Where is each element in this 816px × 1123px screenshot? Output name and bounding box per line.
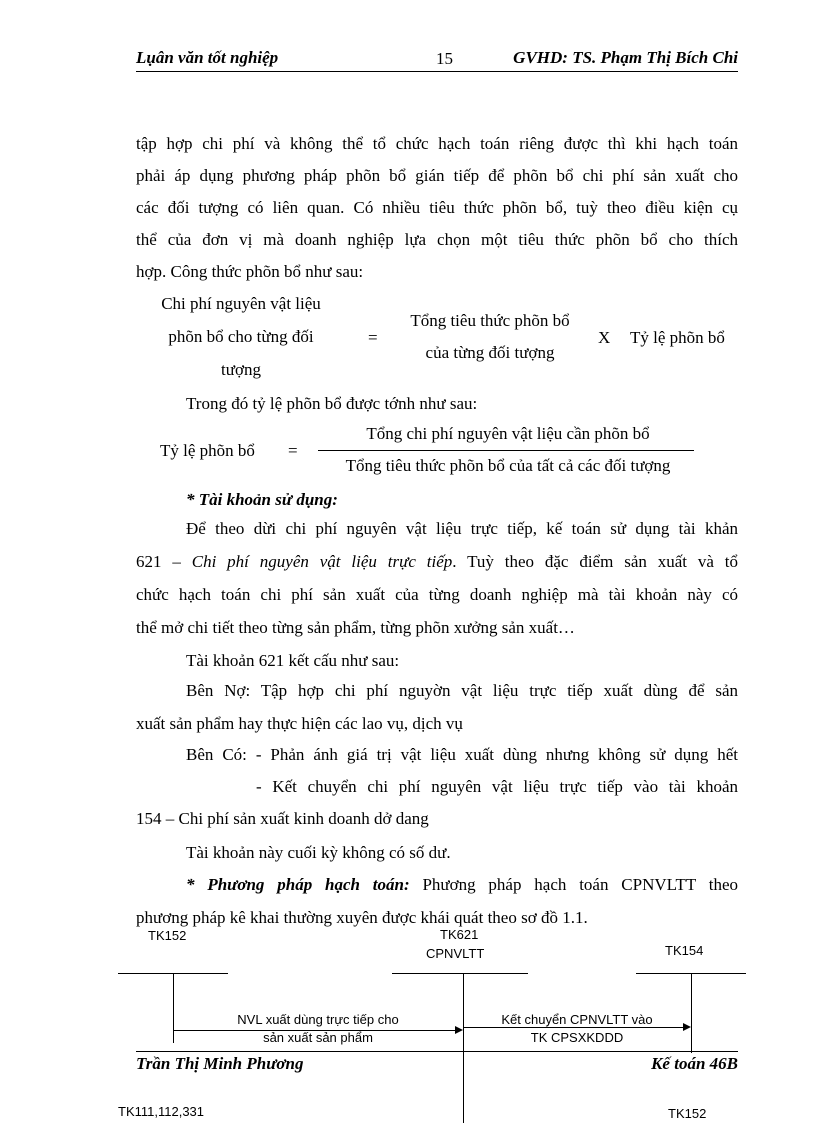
formula1-times: X: [598, 328, 611, 347]
arrow2-shaft: [463, 1027, 683, 1028]
paragraph1-line4: thể của đơn vị mà doanh nghiệp lựa chọn một tiêu thức phõn bổ cho thích: [136, 230, 738, 249]
tk621-top-rule: [392, 973, 528, 974]
tk154-axis: [691, 973, 692, 1053]
footer-author: Trần Thị Minh Phương: [136, 1054, 304, 1073]
arrow1-label-line1: NVL xuất dùng trực tiếp cho: [237, 1012, 399, 1027]
arrow2-label-line2: TK CPSXKDDD: [530, 1030, 624, 1045]
tk621-name: CPNVLTT: [426, 946, 485, 961]
formula1-equals: =: [368, 328, 378, 347]
paragraph1-line3: các đối tượng có liên quan. Có nhiều tiêu thức phõn bổ, tuỳ theo điều kiện cụ: [136, 198, 738, 217]
formula2-denominator: Tổng tiêu thức phõn bổ của tất cả các đối tượng: [345, 456, 671, 475]
formula2-lhs: Tỷ lệ phõn bổ: [160, 441, 255, 460]
header-right: GVHD: TS. Phạm Thị Bích Chi: [513, 48, 738, 67]
arrow2-label-line1: Kết chuyển CPNVLTT vào: [501, 1012, 653, 1027]
debit-line2: xuất sản phẩm hay thực hiện các lao vụ, dịch vụ: [136, 714, 463, 733]
formula1-denominator: của từng đối tượng: [425, 343, 555, 362]
formula1-numerator: Tổng tiêu thức phõn bổ: [410, 311, 570, 330]
tk154-label: TK154: [665, 943, 704, 958]
formula2-equals: =: [288, 441, 298, 460]
paragraph1-line5: hợp. Công thức phõn bổ như sau:: [136, 262, 364, 281]
formula1-lhs-line1: Chi phí nguyên vật liệu: [161, 294, 321, 313]
footer-class: Kế toán 46B: [651, 1054, 738, 1073]
structure-intro: Tài khoản 621 kết cấu như sau:: [186, 651, 400, 670]
arrow1-label-line2: sản xuất sản phẩm: [263, 1030, 373, 1045]
tk152-label: TK152: [148, 928, 187, 943]
tk111-label: TK111,112,331: [118, 1104, 205, 1119]
formula1-lhs-line2: phõn bổ cho từng đối: [168, 327, 314, 346]
debit-line1: Bên Nợ: Tập hợp chi phí nguyờn vật liệu trực tiếp xuất dùng để sản: [186, 681, 738, 700]
no-balance-note: Tài khoản này cuối kỳ không có số dư.: [186, 843, 451, 862]
credit-line3: 154 – Chi phí sản xuất kinh doanh dở dang: [136, 809, 429, 828]
paragraph1-line2: phải áp dụng phương pháp phõn bổ gián tiếp để phõn bổ chi phí sản xuất cho: [136, 166, 738, 185]
method-line2: phương pháp kê khai thường xuyên được khái quát theo sơ đồ 1.1.: [136, 908, 588, 927]
formula1-rhs: Tỷ lệ phõn bổ: [630, 328, 725, 347]
paragraph2-line1: Để theo dừi chi phí nguyên vật liệu trực tiếp, kế toán sử dụng tài khản: [186, 519, 738, 538]
page-number: 15: [436, 49, 453, 68]
section-account-heading: * Tài khoản sử dụng:: [186, 490, 338, 509]
paragraph1-line1: tập hợp chi phí và không thể tổ chức hạch toán riêng được thì khi hạch toán: [136, 134, 738, 153]
tk621-label: TK621: [440, 927, 479, 942]
credit-line1: Bên Có: - Phản ánh giá trị vật liệu xuất dùng nhưng không sử dụng hết: [186, 745, 738, 764]
header-left: Lụân văn tốt nghiệp: [136, 48, 279, 67]
formula2-intro: Trong đó tỷ lệ phõn bổ được tớnh như sau:: [186, 394, 478, 413]
paragraph2-line4: thể mở chi tiết theo từng sản phẩm, từng phõn xưởng sản xuất…: [136, 618, 575, 637]
header-rule: [136, 71, 738, 72]
paragraph2-line2: 621 – Chi phí nguyên vật liệu trực tiếp. Tuỳ theo đặc điểm sản xuất và tổ: [136, 552, 739, 571]
footer-rule: [136, 1051, 738, 1052]
tk152-bottom-label: TK152: [668, 1106, 707, 1121]
credit-line2: - Kết chuyển chi phí nguyên vật liệu trực tiếp vào tài khoản: [256, 777, 738, 796]
formula1-lhs-line3: tượng: [221, 360, 261, 379]
tk621-axis: [463, 973, 464, 1123]
formula2-numerator: Tổng chi phí nguyên vật liệu cần phõn bổ: [366, 424, 650, 443]
paragraph2-line3: chức hạch toán chi phí sản xuất của từng doanh nghiệp mà tài khoản này có: [136, 585, 738, 604]
method-line1: * Phương pháp hạch toán: Phương pháp hạch toán CPNVLTT theo: [186, 875, 738, 894]
